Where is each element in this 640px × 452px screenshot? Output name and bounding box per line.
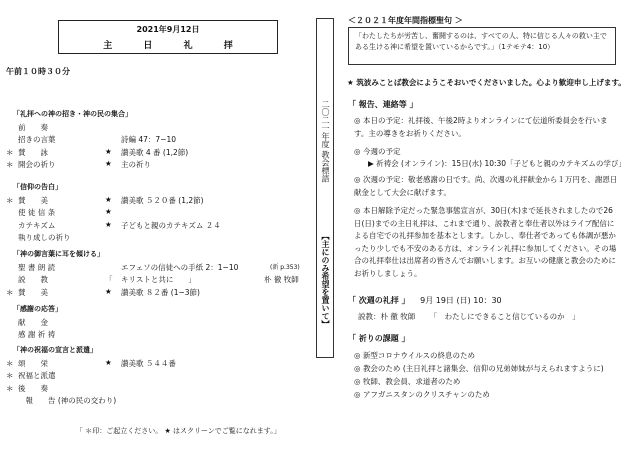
circle-bullet-icon: ◎ bbox=[354, 147, 361, 156]
motto-text: 【主にのみ希望を置いて】 bbox=[321, 232, 330, 328]
prayer-item: ◎ アフガニスタンのクリスチャンのため bbox=[354, 390, 490, 399]
order-item: 賛 詠 bbox=[18, 147, 48, 157]
order-detail: 讃美歌 ５４４番 bbox=[121, 359, 176, 368]
order-row bbox=[6, 134, 306, 145]
required-mark: ＊ bbox=[6, 371, 14, 381]
required-mark: ＊ bbox=[6, 359, 14, 368]
order-row bbox=[6, 395, 306, 406]
service-title: 主 日 礼 拝 bbox=[103, 41, 247, 51]
service-header-box bbox=[58, 20, 278, 54]
circle-bullet-icon: ◎ bbox=[354, 390, 363, 399]
order-item: 感 謝 祈 祷 bbox=[18, 330, 56, 340]
reports-heading: 「 報告、連絡等 」 bbox=[348, 100, 418, 109]
section-title: 「神の御言葉に耳を傾ける」 bbox=[13, 250, 104, 258]
order-row bbox=[6, 287, 306, 298]
order-row bbox=[6, 207, 306, 218]
order-item: 献 金 bbox=[18, 318, 48, 327]
start-time: 午前１０時３０分 bbox=[6, 67, 70, 76]
order-item: 開会の祈り bbox=[18, 159, 56, 169]
order-item: 後 奏 bbox=[18, 383, 48, 393]
order-extra: 朴 徹 牧師 bbox=[264, 275, 299, 285]
verse-text: 「わたしたちが労苦し、奮闘するのは、すべての人、特に信じる人々の救い主である生ける神に希望を置いているからです。」（1テモテ4：10） bbox=[355, 32, 607, 51]
order-item: 使 徒 信 条 bbox=[18, 208, 56, 218]
verse-box bbox=[348, 27, 616, 65]
required-mark: ＊ bbox=[6, 287, 14, 297]
screen-mark: ★ bbox=[105, 219, 112, 229]
order-row bbox=[6, 317, 306, 328]
report-item: ◎ 本日解除予定だった緊急事態宣言が、30日(木)まで延長されましたので26日(日)までの主日礼拝は、これまで通り、説教者と奉仕者以外はライブ配信による自宅での礼拝参加を基本とします。しかし、奉仕者であっても体調が悪かったり少しでも不安のある方は、オンライン礼拝に参加してください。その場合の礼拝奉仕は出席者の皆さんでお願いします。お互いの健康と教会のためにお祈りしましょう。 bbox=[354, 206, 617, 278]
report-item: ◎ 今週の予定 bbox=[354, 146, 618, 159]
screen-mark: 「 bbox=[105, 275, 113, 285]
order-item: 執り成しの祈り bbox=[18, 232, 71, 242]
next-service bbox=[348, 295, 502, 306]
order-item: 祝福と派遣 bbox=[18, 371, 56, 381]
order-detail: 讃美歌 4 番 (1,2節) bbox=[121, 147, 189, 157]
section-title: 「信仰の告白」 bbox=[13, 183, 62, 191]
section-title: 「神の祝福の宣言と派遣」 bbox=[13, 346, 97, 354]
screen-mark: ★ bbox=[105, 286, 112, 296]
screen-mark: ★ bbox=[105, 158, 112, 168]
circle-bullet-icon: ◎ bbox=[354, 175, 361, 184]
order-item: 招きの言葉 bbox=[18, 135, 56, 145]
order-row bbox=[6, 383, 306, 394]
service-date: 2021年9月12日 bbox=[136, 25, 200, 34]
next-preacher: 説教：朴 徹 牧師 bbox=[358, 312, 416, 321]
circle-bullet-icon: ◎ bbox=[354, 206, 361, 215]
order-item: 賛 美 bbox=[18, 196, 48, 205]
prayers-heading: 「 祈りの課題 」 bbox=[348, 334, 410, 343]
order-row bbox=[6, 220, 306, 231]
required-mark: ＊ bbox=[6, 196, 14, 205]
order-row bbox=[6, 159, 306, 170]
order-item: 聖 書 朗 読 bbox=[18, 263, 56, 272]
order-detail: 子どもと親のカテキズム ２４ bbox=[121, 220, 221, 230]
motto-heading: 二〇二一年度 教会標語 bbox=[321, 100, 330, 183]
order-item: 前 奏 bbox=[18, 123, 48, 132]
order-item: カテキズム bbox=[18, 220, 56, 230]
screen-mark: ★ bbox=[105, 358, 112, 367]
screen-mark: ★ bbox=[105, 195, 112, 204]
screen-mark: ★ bbox=[105, 207, 112, 217]
prayer-item: ◎ 新型コロナウイルスの終息のため bbox=[354, 351, 475, 360]
next-service-label: 「 次週の礼拝 」 bbox=[348, 296, 410, 305]
next-sermon-title: 「 わたしにできること信じているのか 」 bbox=[429, 312, 580, 321]
order-detail: 讃美歌 ５２０番 (1,2節) bbox=[121, 196, 204, 205]
footnote: 「 ＊印：ご起立ください。 ★ はスクリーンでご覧になれます。」 bbox=[76, 427, 281, 435]
circle-bullet-icon: ◎ bbox=[354, 377, 363, 386]
order-row bbox=[6, 122, 306, 133]
order-row bbox=[6, 147, 306, 158]
report-item: ◎ 次週の予定：敬老感謝の日です。尚、次週の礼拝献金から１万円を、謝恩日献金として大会に献げます。 bbox=[354, 175, 618, 197]
required-mark: ＊ bbox=[6, 383, 14, 393]
required-mark: ＊ bbox=[6, 147, 14, 157]
welcome-message: ★ 筑波みことば教会にようこそおいでくださいました。心より歓迎申し上げます。 bbox=[347, 78, 626, 87]
order-detail: エフェソの信徒への手紙 2：1−10 bbox=[121, 263, 239, 272]
next-service-detail bbox=[358, 311, 580, 322]
order-item: 報 告 (神の民の交わり) bbox=[18, 395, 117, 405]
section-title: 「礼拝への神の招き・神の民の集合」 bbox=[13, 110, 132, 118]
verse-title: ＜２０２１年度年間指標聖句 ＞ bbox=[348, 16, 463, 25]
prayer-item: ◎ 教会のため (主日礼拝と諸集会、信仰の兄弟姉妹が与えられますように) bbox=[354, 364, 604, 373]
prayer-item: ◎ 牧師、教会員、求道者のため bbox=[354, 377, 461, 386]
order-item: 説 教 bbox=[18, 275, 48, 285]
order-row bbox=[6, 262, 306, 273]
order-item: 頌 栄 bbox=[18, 359, 48, 368]
order-row bbox=[6, 358, 306, 369]
order-detail: 讃美歌 ８２番 (1−3節) bbox=[121, 287, 200, 297]
report-subitem: ▶ 祈祷会 (オンライン)：15日(水) 10:30「子どもと親のカテキズムの学び」 bbox=[368, 159, 626, 168]
required-mark: ＊ bbox=[6, 159, 14, 169]
circle-bullet-icon: ◎ bbox=[354, 351, 363, 360]
circle-bullet-icon: ◎ bbox=[354, 364, 363, 373]
order-detail: 主の祈り bbox=[121, 159, 151, 169]
order-row bbox=[6, 195, 306, 206]
order-row bbox=[6, 329, 306, 340]
next-service-datetime: 9月 19日 (日) 10：30 bbox=[420, 296, 502, 305]
order-detail: キリストと共に 」 bbox=[121, 275, 196, 285]
report-item: ◎ 本日の予定：礼拝後、午後2時よりオンラインにて伝道所委員会を行います。主の導きをお祈りください。 bbox=[354, 116, 608, 138]
order-row bbox=[6, 232, 306, 243]
order-extra: (新 p.353) bbox=[270, 264, 300, 271]
order-row bbox=[6, 274, 306, 285]
screen-mark: ★ bbox=[105, 146, 112, 156]
order-row bbox=[6, 370, 306, 381]
order-item: 賛 美 bbox=[18, 287, 48, 297]
order-detail: 詩編 47：7−10 bbox=[121, 135, 177, 145]
circle-bullet-icon: ◎ bbox=[354, 116, 361, 125]
section-title: 「感謝の応答」 bbox=[13, 305, 62, 313]
